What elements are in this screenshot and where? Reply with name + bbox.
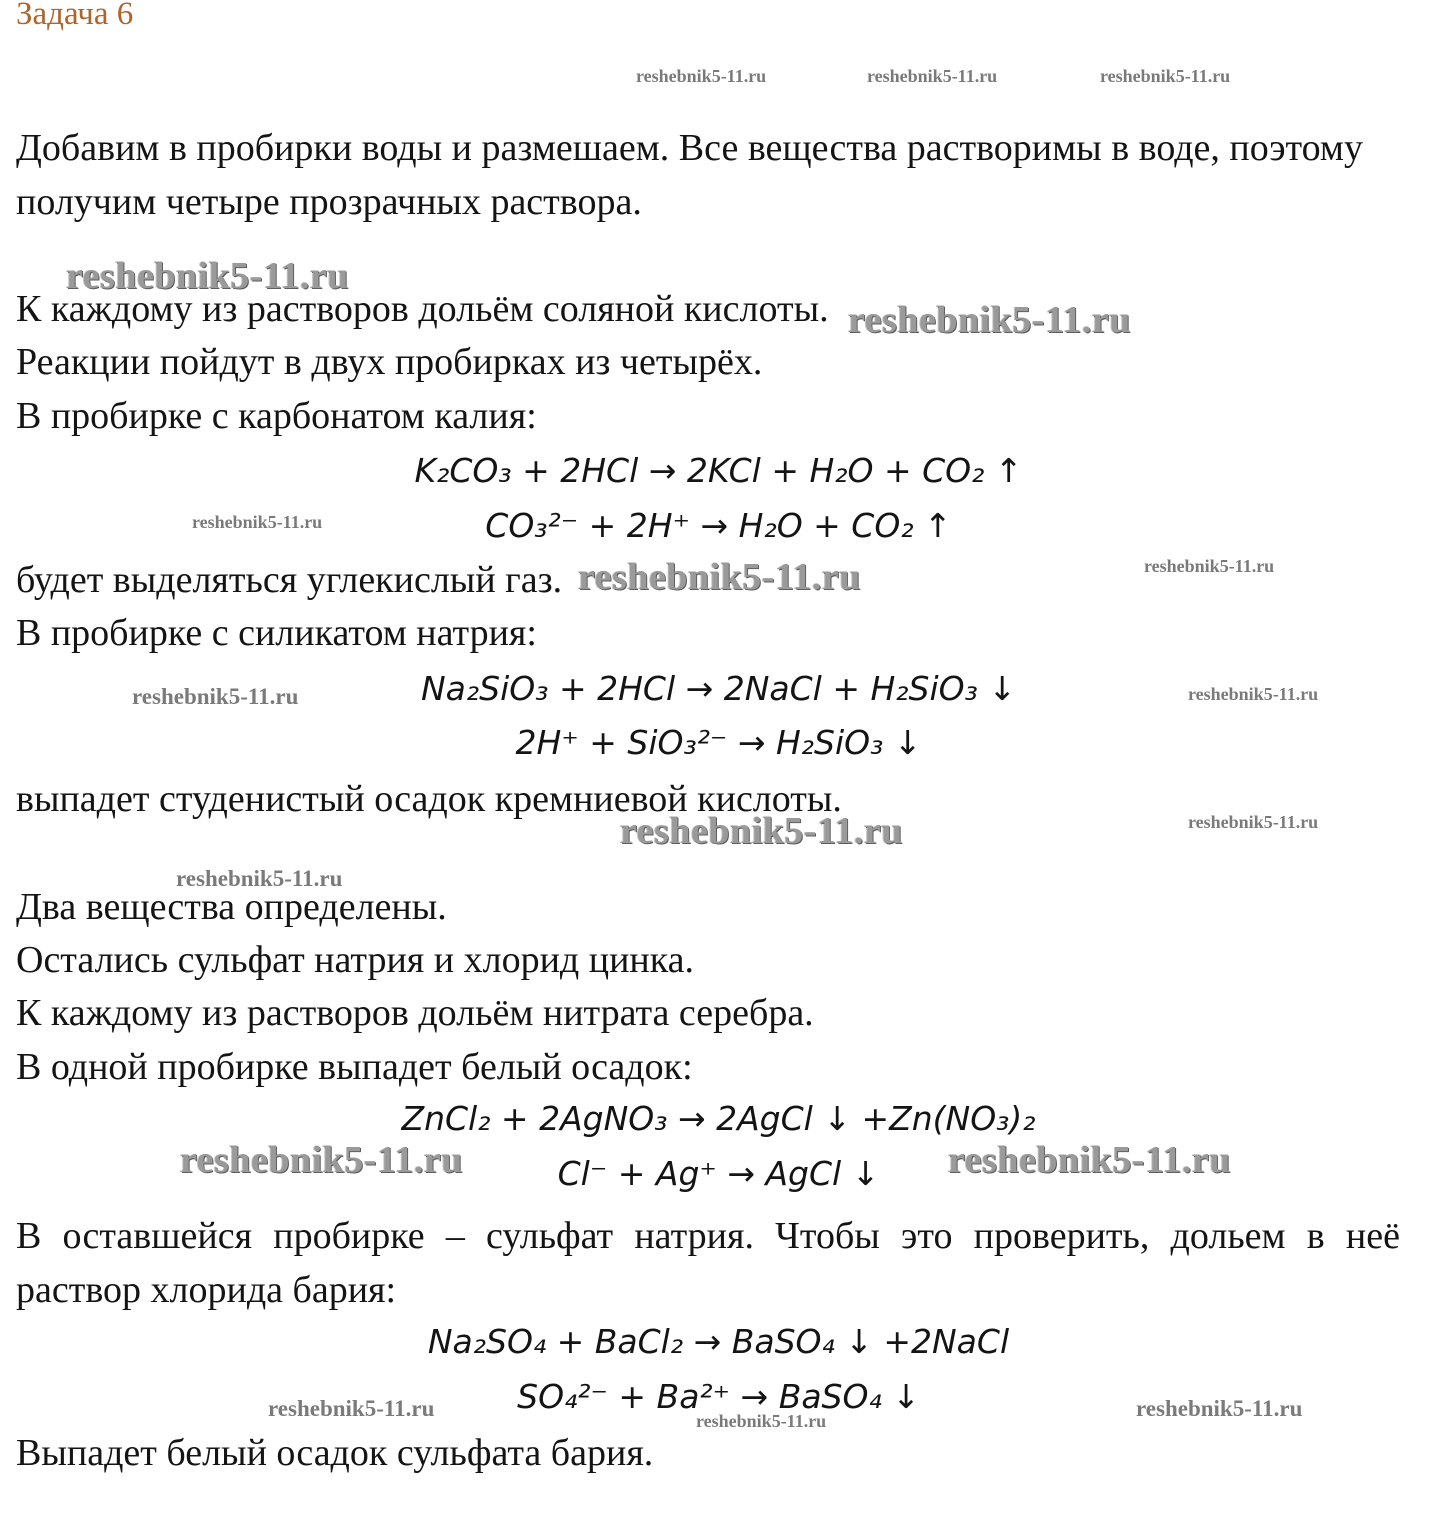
watermark: reshebnik5-11.ru xyxy=(66,255,349,297)
paragraph-line: Добавим в пробирки воды и размешаем. Все вещества растворимы в воде, поэтому xyxy=(16,127,1363,169)
paragraph-line: В пробирке с карбонатом калия: xyxy=(16,395,537,437)
paragraph-line: выпадет студенистый осадок кремниевой кислоты. xyxy=(16,778,842,820)
paragraph-line: раствор хлорида бария: xyxy=(16,1269,397,1311)
watermark: reshebnik5-11.ru xyxy=(578,556,861,598)
watermark: reshebnik5-11.ru xyxy=(180,1139,463,1181)
watermark: reshebnik5-11.ru xyxy=(132,684,299,709)
watermark: reshebnik5-11.ru xyxy=(192,512,323,532)
watermark: reshebnik5-11.ru xyxy=(1188,684,1319,704)
paragraph-line: В пробирке с силикатом натрия: xyxy=(16,612,537,654)
equation-text: K₂CO₃ + 2HCl → 2KCl + H₂O + CO₂ ↑ xyxy=(414,451,1023,490)
watermark: reshebnik5-11.ru xyxy=(268,1396,435,1421)
watermark: reshebnik5-11.ru xyxy=(1188,812,1319,832)
equation-ionic xyxy=(0,723,1437,763)
watermark: reshebnik5-11.ru xyxy=(867,66,998,86)
equation-molecular xyxy=(0,1099,1437,1139)
paragraph-line: Реакции пойдут в двух пробирках из четырёх. xyxy=(16,341,763,383)
paragraph-line: Два вещества определены. xyxy=(16,886,447,928)
watermark: reshebnik5-11.ru xyxy=(1100,66,1231,86)
equation-text: Cl⁻ + Ag⁺ → AgCl ↓ xyxy=(557,1154,880,1193)
equation-molecular xyxy=(0,451,1437,491)
paragraph-line: В оставшейся пробирке – сульфат натрия. Чтобы это проверить, дольем в неё xyxy=(16,1215,1400,1257)
equation-text: Na₂SO₄ + BaCl₂ → BaSO₄ ↓ +2NaCl xyxy=(427,1322,1010,1361)
equation-text: ZnCl₂ + 2AgNO₃ → 2AgCl ↓ +Zn(NO₃)₂ xyxy=(401,1099,1036,1138)
watermark: reshebnik5-11.ru xyxy=(948,1139,1231,1181)
equation-text: SO₄²⁻ + Ba²⁺ → BaSO₄ ↓ xyxy=(517,1377,920,1416)
watermark: reshebnik5-11.ru xyxy=(176,866,343,891)
equation-ionic xyxy=(0,506,1437,546)
paragraph-line: К каждому из растворов дольём соляной кислоты. xyxy=(16,288,829,330)
equation-text: 2H⁺ + SiO₃²⁻ → H₂SiO₃ ↓ xyxy=(515,723,922,762)
watermark: reshebnik5-11.ru xyxy=(696,1411,827,1431)
watermark: reshebnik5-11.ru xyxy=(1144,556,1275,576)
watermark: reshebnik5-11.ru xyxy=(636,66,767,86)
paragraph-line: будет выделяться углекислый газ. xyxy=(16,559,563,601)
equation-text: CO₃²⁻ + 2H⁺ → H₂O + CO₂ ↑ xyxy=(485,506,952,545)
paragraph-line: К каждому из растворов дольём нитрата серебра. xyxy=(16,992,814,1034)
task-title: Задача 6 xyxy=(16,0,134,32)
paragraph-line: получим четыре прозрачных раствора. xyxy=(16,181,642,223)
watermark: reshebnik5-11.ru xyxy=(848,299,1131,341)
watermark: reshebnik5-11.ru xyxy=(1136,1396,1303,1421)
paragraph-line: В одной пробирке выпадет белый осадок: xyxy=(16,1046,693,1088)
paragraph-line: Остались сульфат натрия и хлорид цинка. xyxy=(16,939,695,981)
equation-text: Na₂SiO₃ + 2HCl → 2NaCl + H₂SiO₃ ↓ xyxy=(421,669,1016,708)
paragraph-line: Выпадет белый осадок сульфата бария. xyxy=(16,1432,654,1474)
equation-molecular xyxy=(0,1322,1437,1362)
watermark: reshebnik5-11.ru xyxy=(620,810,903,852)
